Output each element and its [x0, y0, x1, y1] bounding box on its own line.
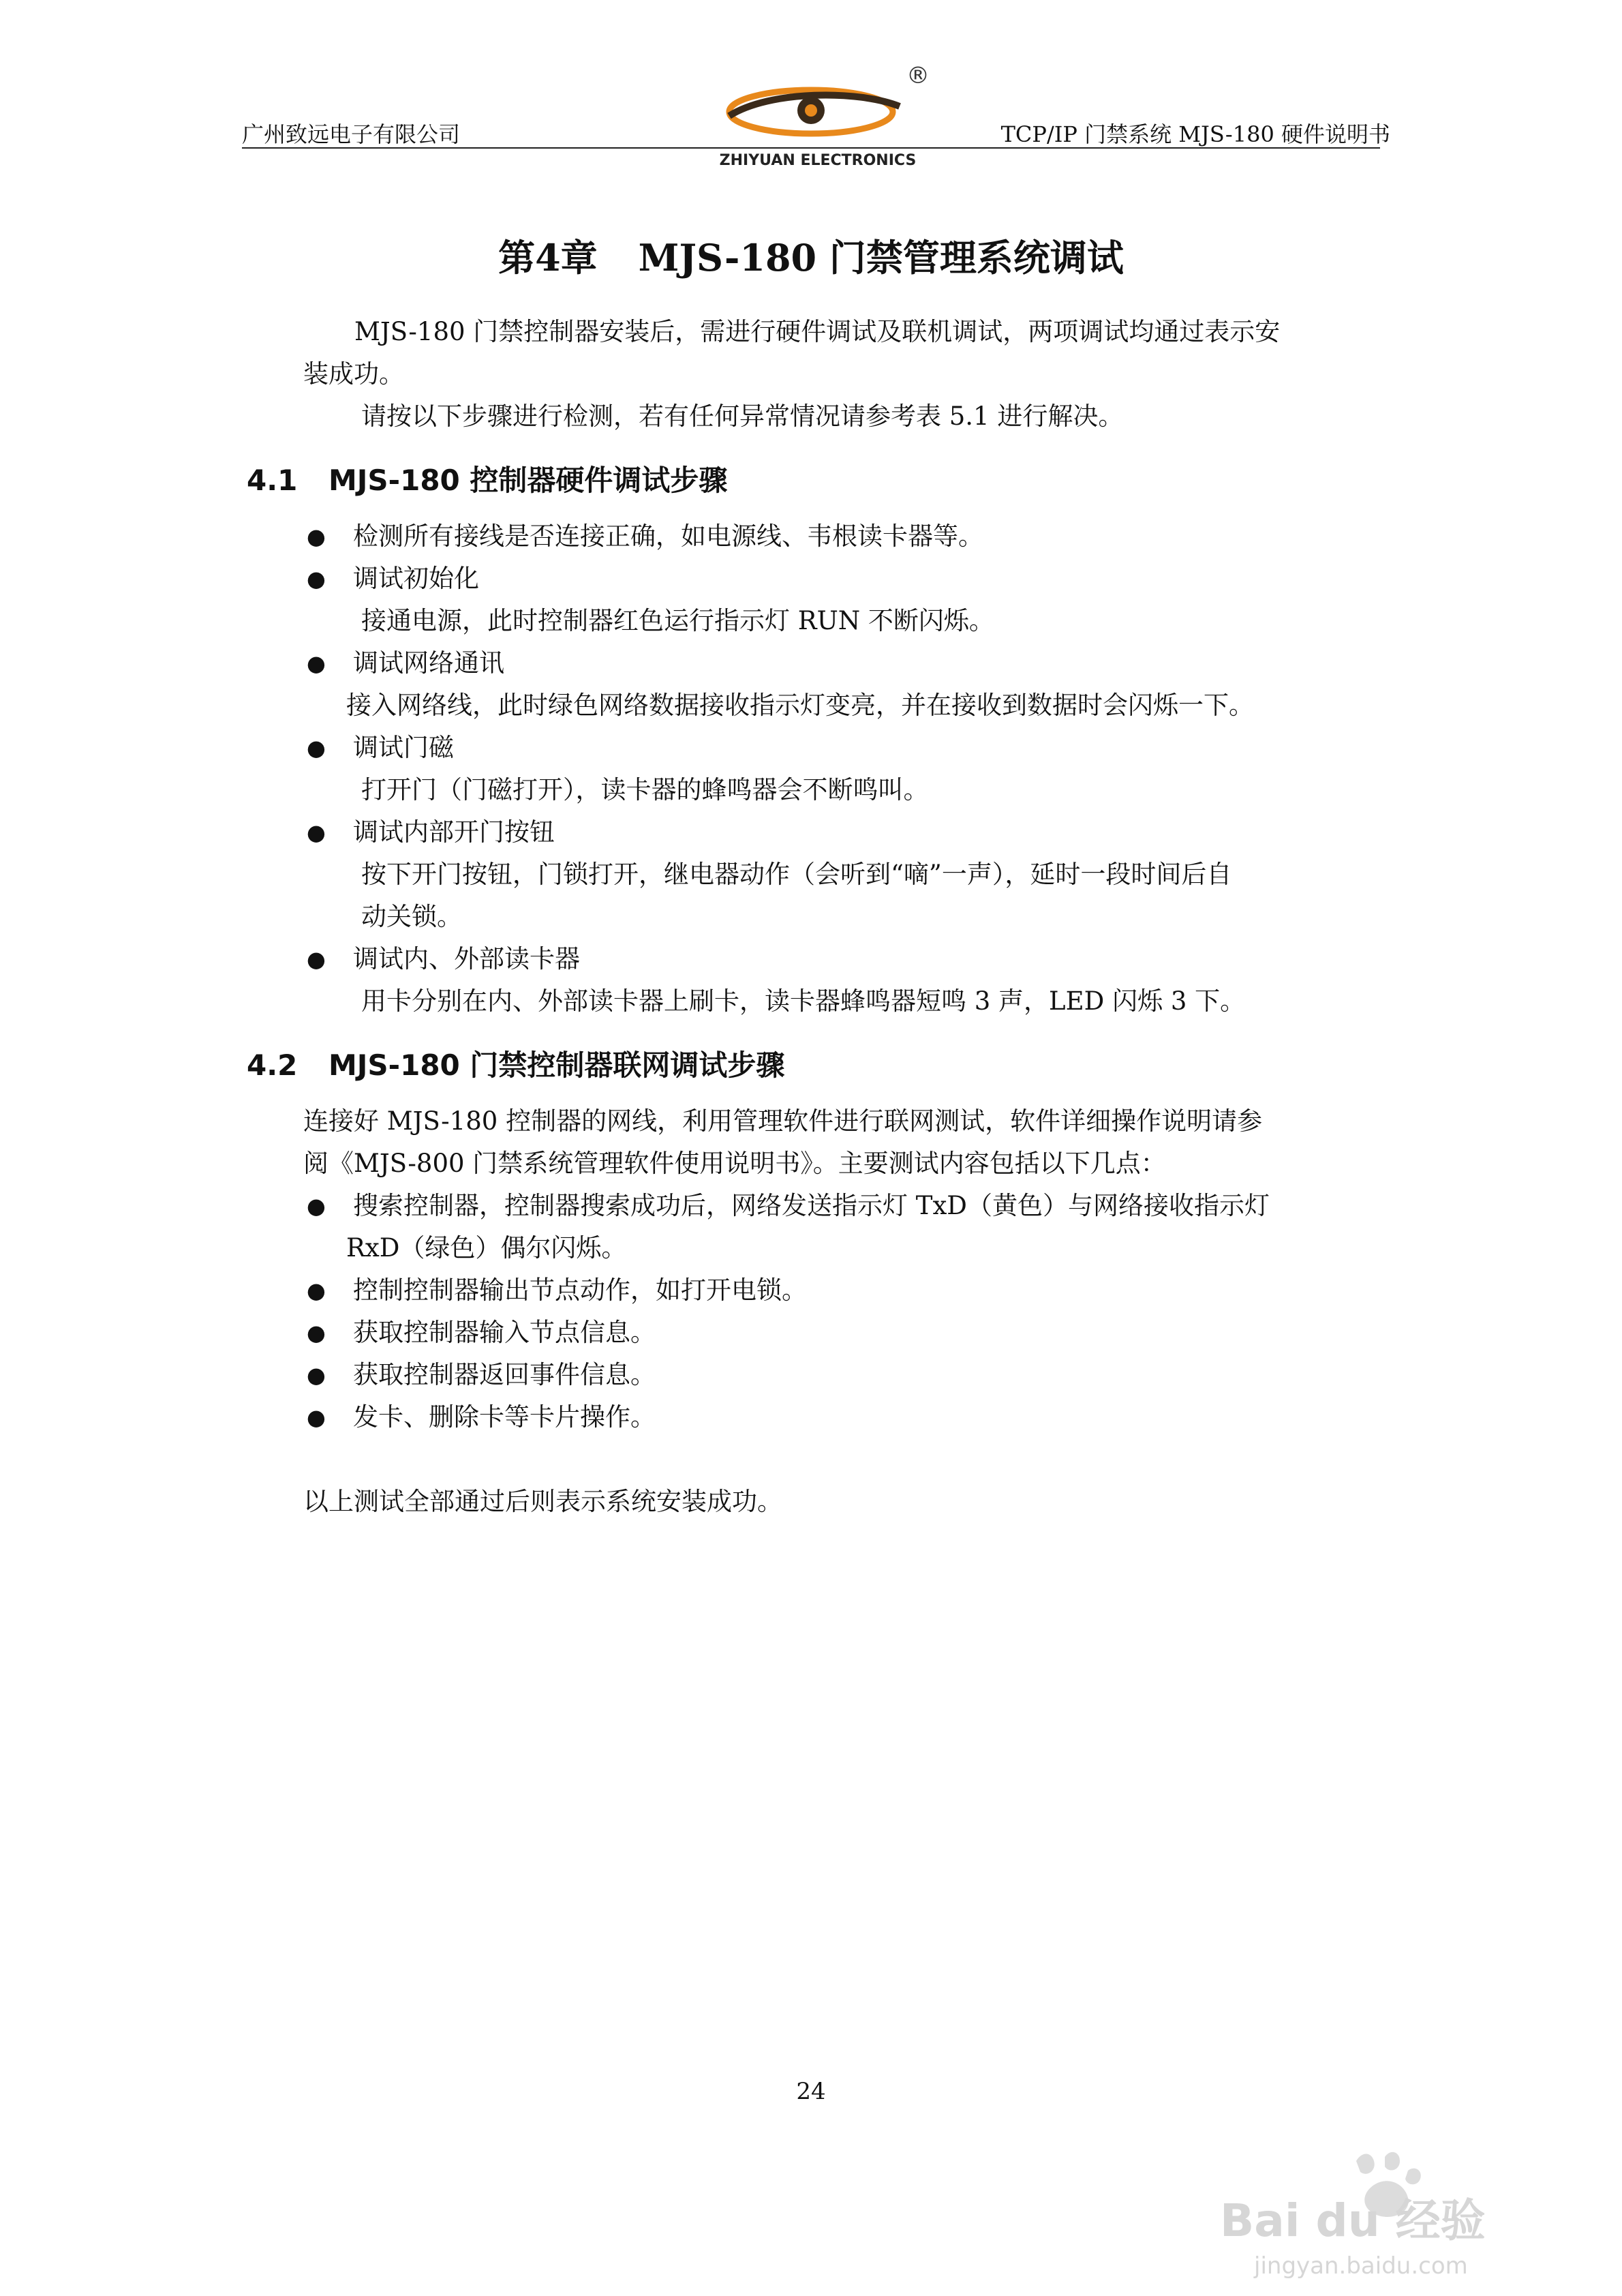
page-number: 24 [796, 2078, 826, 2105]
chapter-title: MJS-180 门禁管理系统调试 [638, 236, 1124, 280]
bullet-icon: ● [307, 1278, 326, 1303]
chapter-number: 第4章 [498, 236, 598, 280]
list-item [307, 727, 454, 769]
baidu-watermark [1206, 2147, 1493, 2284]
list-item-detail: 按下开门按钮，门锁打开，继电器动作（会听到“嘀”一声），延时一段时间后自 [361, 860, 1232, 889]
header-company: 广州致远电子有限公司 [242, 121, 461, 147]
bullet-icon: ● [307, 1193, 326, 1219]
list-item-text: 检测所有接线是否连接正确，如电源线、韦根读卡器等。 [353, 522, 983, 551]
list-item [307, 938, 580, 980]
intro-paragraph-2: 请按以下步骤进行检测，若有任何异常情况请参考表 5.1 进行解决。 [361, 402, 1124, 431]
bullet-icon: ● [307, 1404, 326, 1430]
intro-line-1: MJS-180 门禁控制器安装后，需进行硬件调试及联机调试，两项调试均通过表示安 [354, 317, 1281, 346]
list-item-text: 调试内部开门按钮 [353, 817, 555, 847]
list-item-text: 调试内、外部读卡器 [353, 944, 580, 973]
list-item [307, 1396, 656, 1438]
list-item-text: 调试初始化 [353, 564, 479, 593]
list-item-text: 控制控制器输出节点动作，如打开电锁。 [353, 1275, 807, 1305]
logo-text: ZHIYUAN ELECTRONICS [719, 152, 917, 169]
section-heading-4-2 [247, 1043, 784, 1084]
bullet-icon: ● [307, 524, 326, 549]
bullet-icon: ● [307, 650, 326, 676]
bullet-icon: ● [307, 1362, 326, 1388]
watermark-brand: Bai du 经验 [1220, 2194, 1486, 2247]
company-logo [702, 63, 934, 172]
list-item-text: 发卡、删除卡等卡片操作。 [353, 1402, 656, 1432]
conclusion: 以上测试全部通过后则表示系统安装成功。 [303, 1487, 782, 1516]
list-item-detail: 打开门（门磁打开），读卡器的蜂鸣器会不断鸣叫。 [361, 775, 929, 804]
bullet-icon: ● [307, 566, 326, 592]
list-item-detail: 动关锁。 [361, 902, 462, 931]
list-item-detail: 用卡分别在内、外部读卡器上刷卡，读卡器蜂鸣器短鸣 3 声，LED 闪烁 3 下。 [361, 986, 1246, 1016]
bullet-icon: ● [307, 1320, 326, 1346]
list-item-text: 调试网络通讯 [353, 648, 504, 678]
list-item-detail: 接入网络线，此时绿色网络数据接收指示灯变亮，并在接收到数据时会闪烁一下。 [346, 691, 1254, 720]
header-doc-title: TCP/IP 门禁系统 MJS-180 硬件说明书 [1000, 121, 1390, 147]
list-item-text: 调试门磁 [353, 733, 454, 762]
list-item-text: 搜索控制器，控制器搜索成功后，网络发送指示灯 TxD（黄色）与网络接收指示灯 [353, 1191, 1270, 1220]
watermark-url: jingyan.baidu.com [1254, 2252, 1468, 2280]
intro-line-2: 装成功。 [303, 359, 404, 389]
section2-intro-line-2: 阅《MJS-800 门禁系统管理软件使用说明书》。主要测试内容包括以下几点： [303, 1149, 1166, 1178]
section-title: MJS-180 控制器硬件调试步骤 [328, 464, 728, 497]
section2-intro-line-1: 连接好 MJS-180 控制器的网线，利用管理软件进行联网测试，软件详细操作说明请参 [303, 1106, 1263, 1136]
chapter-heading [0, 229, 1622, 282]
list-item-detail: RxD（绿色）偶尔闪烁。 [346, 1233, 627, 1263]
list-item-text: 获取控制器返回事件信息。 [353, 1360, 656, 1389]
list-item [307, 558, 479, 600]
list-item [307, 1269, 807, 1312]
list-item [307, 1312, 656, 1354]
bullet-icon: ● [307, 946, 326, 972]
bullet-icon: ● [307, 819, 326, 845]
list-item [307, 642, 504, 684]
section-title: MJS-180 门禁控制器联网调试步骤 [328, 1048, 785, 1082]
bullet-icon: ● [307, 735, 326, 761]
list-item [307, 811, 555, 854]
list-item-text: 获取控制器输入节点信息。 [353, 1318, 656, 1347]
section-number: 4.1 [247, 464, 298, 497]
section-heading-4-1 [247, 458, 727, 499]
section-number: 4.2 [247, 1048, 298, 1082]
list-item [307, 1185, 1270, 1227]
registered-mark: ® [906, 63, 930, 89]
list-item-detail: 接通电源，此时控制器红色运行指示灯 RUN 不断闪烁。 [361, 606, 994, 635]
list-item [307, 1354, 656, 1396]
list-item [307, 515, 983, 558]
